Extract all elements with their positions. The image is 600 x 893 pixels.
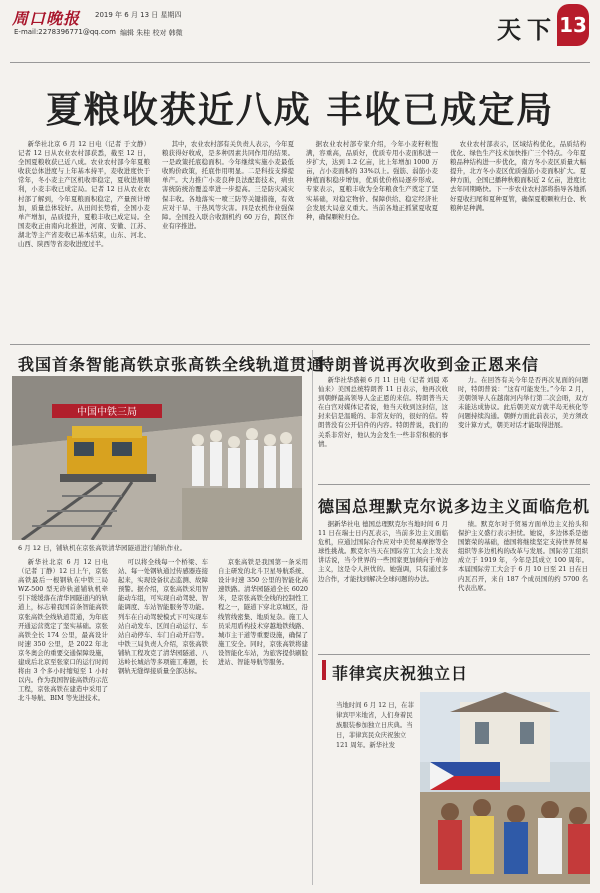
contact-email: E-mail:2278396771@qq.com xyxy=(14,28,116,36)
philippines-photo xyxy=(420,692,590,884)
newspaper-logo: 周口晚报 xyxy=(12,9,81,28)
lead-column-3: 据农业农村部专家介绍，今年小麦籽粒饱满，容重高，品质好，优质专用小麦面积进一步扩大，达到 1.2 亿亩，比上年增加 1000 万亩，占小麦面积的 33%以上。强筋、弱筋小麦种植面积稳步增加，优质优价格局逐步形成。专家表示，夏粮丰收为全年粮食生产奠定了坚实基础，对稳定物价、保障供给、稳定经济社会发展大局意义重大。当前各地正抓紧夏收夏种，确保颗粒归仓。 xyxy=(306,140,438,221)
trump-column-1: 新华社华盛顿 6 月 11 日电（记者 刘晨 邓仙来）美国总统特朗普 11 日表示，他再次收到朝鲜最高领导人金正恩的来信。特朗普当天在白宫对媒体记者说，他当天收到这封信，这封来信是温暖的、非常友好的，很好的信。特朗普没有公开信件的内容。特朗普说，我们的关系非常好，他认为会发生一些非常积极的事情。 xyxy=(318,376,448,448)
merkel-column-1: 据新华社电 德国总理默克尔当地时间 6 月 11 日在瑞士日内瓦表示，当前多边主义面临危机，应通过国际合作应对中美贸易摩擦等全球性挑战。默克尔当天在国际劳工大会上发表讲话说，当今世界的一些国家更加倾向于单边主义，这是令人担忧的。她强调，只有通过多边合作，才能找到解决全球问题的办法。 xyxy=(318,520,448,583)
philippines-caption: 当地时间 6 月 12 日，在菲律宾甲米地省，人们身着民族服装参加独立日庆典。当日，菲律宾民众庆祝独立 121 周年。新华社发 xyxy=(336,701,414,749)
page-number-badge: 13 xyxy=(557,4,589,46)
rail-column-2: 可以将全线每一个桥梁、车站、每一处钢轨通过传感器连接起来，实现设备状态监测、故障预警。据介绍，京张高铁采用智能动车组，可实现自动驾驶、智能调度、车站智能服务等功能。列车在自动驾驶模式下可实现车站自动发车、区间自动运行、车站自动停车、车门自动开启等。中铁三局负责人介绍，京张高铁铺轨工程攻克了清华园隧道、八达岭长城站等多项施工难题，长钢轨无缝焊接质量全部达标。 xyxy=(118,558,208,676)
rail-photo-caption: 6 月 12 日，铺轨机在京张高铁清华园隧道进行铺轨作业。 xyxy=(18,544,187,552)
title-accent-bar xyxy=(322,660,326,680)
trump-column-2: 力。在回答有关今年是否再次见面的问题时，特朗普说：“这有可能发生。”今年 2 月，美朝领导人在越南河内举行第二次会晤，双方未能达成协议。此后朝美双方就半岛无核化等问题持续沟通。朝鲜方面此前表示，美方须改变计算方式，朝美对话才能取得进展。 xyxy=(458,376,588,430)
rail-column-3: 京张高铁是我国第一条采用自主研发的北斗卫星导航系统、设计时速 350 公里的智能化高速铁路。清华园隧道全长 6020 米，是京张高铁全线的控制性工程之一，隧道下穿北京城区，沿线管线密集、地质复杂。施工人员采用盾构技术穿越地铁线路、城市主干道等重要设施，确保了施工安全。同时，京张高铁将建设智能化车站，为旅客提供刷脸进站、智能导航等服务。 xyxy=(218,558,308,667)
trump-article-title: 特朗普说再次收到金正恩来信 xyxy=(318,355,540,374)
column-divider xyxy=(312,350,313,885)
rail-photo xyxy=(12,376,302,540)
photo-sign-text: 中国中铁三局 xyxy=(77,407,137,418)
lead-headline: 夏粮收获近八成 丰收已成定局 xyxy=(45,89,555,131)
section-title: 天下 xyxy=(497,15,557,44)
lead-column-2: 其中，农业农村部有关负责人表示，今年夏粮获得好收成，是多种因素共同作用的结果。一是政策托底稳面积。今年继续实施小麦最低收购价政策，托底作用明显。二是科技支撑提单产。大力推广小麦良种良法配套技术，病虫害统防统治覆盖率进一步提高。三是防灾减灾保丰收。各地落实一喷三防等关键措施，有效应对干旱、干热风等灾害。四是农机作业强保障。全国投入联合收割机约 60 万台，跨区作业有序推进。 xyxy=(162,140,294,230)
merkel-article-title: 德国总理默克尔说多边主义面临危机 xyxy=(318,497,591,516)
lead-column-1: 新华社北京 6 月 12 日电（记者 于文静）记者 12 日从农业农村部获悉，截至 12 日，全国夏粮收获已近八成。农业农村部今年夏粮收获总体进度与上年基本持平，麦收进度快于常年，冬小麦主产区机收率稳定，夏收进展顺利，小麦丰收已成定局。记者 12 日从农业农村部了解到，今年夏粮面积稳定，产量预计增加，质量总体较好。从田间长势看，全国小麦单产增加，品质提升，夏粮丰收已成定局。全国麦收正由南向北推进，河南、安徽、江苏、湖北等主产省麦收已基本结束，山东、河北、山西、陕西等省麦收进度过半。 xyxy=(18,140,150,249)
article-divider-1 xyxy=(318,484,590,485)
section-divider xyxy=(10,344,590,345)
rail-article-title: 我国首条智能高铁京张高铁全线轨道贯通 xyxy=(18,355,325,374)
philippines-photo-illustration xyxy=(420,692,590,884)
rail-photo-illustration xyxy=(12,376,302,540)
masthead xyxy=(0,0,600,62)
philippines-article-title: 菲律宾庆祝独立日 xyxy=(332,664,469,683)
masthead-divider xyxy=(10,62,590,63)
article-divider-2 xyxy=(318,654,590,655)
lead-column-4: 农业农村部表示，区域结构优化，品质结构优化、绿色生产技术加快推广三个特点。今年夏粮品种结构进一步优化，南方冬小麦区质量大幅提升，北方冬小麦区优质强筋小麦面积扩大。夏种方面，全国已播种秋粮面积近 2 亿亩，进度比去年同期略快。下一步农业农村部将指导各地抓好夏收扫尾和夏种夏管，确保夏粮颗粒归仓、秋粮种足种满。 xyxy=(450,140,586,212)
editor-credits: 编辑 朱桂 校对 韩微 xyxy=(120,29,183,37)
rail-column-1: 新华社北京 6 月 12 日电（记者 丁静）12 日上午，京张高铁最后一根钢轨在中铁三局 WZ-500 型无砟轨道铺轨机牵引下缓缓落在清华园隧道内的轨道上，标志着我国首条智能高铁京张高铁全线轨道贯通，为年底开通运营奠定了坚实基础。京张高铁全长 174 公里，最高设计时速 350 公里，是 2022 年北京冬奥会的重要交通保障设施，建成后北京至张家口的运行时间将由 3 个多小时缩短至 1 小时以内。作为我国智能高铁的示范工程，京张高铁在建造中采用了北斗导航、BIM 等先进技术。 xyxy=(18,558,108,703)
issue-date: 2019 年 6 月 13 日 星期四 xyxy=(95,11,182,19)
merkel-column-2: 绩。默克尔对于贸易方面单边主义抬头和保护主义盛行表示担忧。她说，多边体系是德国繁荣的基础，德国将继续坚定支持世界贸易组织等多边机构的改革与发展。国际劳工组织成立于 1919 年，今年是其成立 100 周年。本届国际劳工大会于 6 月 10 日至 21 日在日内瓦召开，来自 187 个成员国的约 5700 名代表出席。 xyxy=(458,520,588,592)
